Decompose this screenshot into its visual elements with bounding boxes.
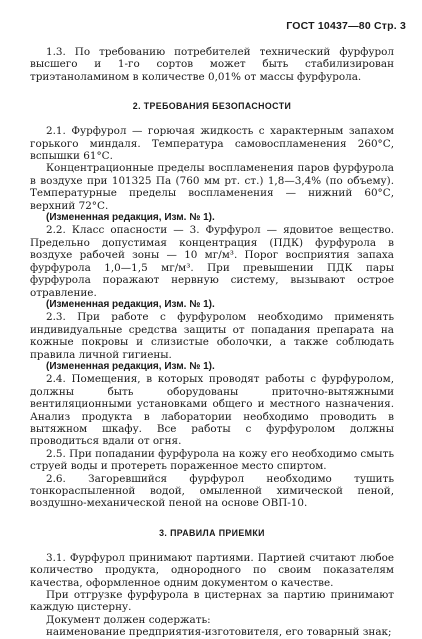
amendment-note-3: (Измененная редакция, Изм. № 1). (46, 360, 215, 372)
amendment-note-2: (Измененная редакция, Изм. № 1). (46, 298, 215, 310)
paragraph-3-1a: 3.1. Фурфурол принимают партиями. Партией считают любое количество продукта, однородного по своим показателям качества, оформленное одним документом о качестве. (30, 551, 394, 589)
paragraph-2-4: 2.4. Помещения, в которых проводят работы с фурфуролом, должны быть оборудованы приточно-вытяжными вентиляционными установками общего и местного назначения. Анализ продукта в лаборатории необходимо проводить в вытяжном шкафу. Все работы с фурфуролом должны проводиться вдали от огня. (30, 373, 394, 448)
amendment-note-1: (Измененная редакция, Изм. № 1). (46, 212, 215, 224)
paragraph-1-3: 1.3. По требованию потребителей технический фурфурол высшего и 1-го сортов может быть стабилизирован триэтаноламином в количестве 0,01% от массы фурфурола. (30, 46, 394, 83)
document-body (30, 46, 394, 639)
paragraph-3-1c: Документ должен содержать: (46, 613, 211, 626)
paragraph-2-1b: Концентрационные пределы воспламенения паров фурфурола в воздухе при 101325 Па (760 мм рт. ст.) 1,8—3,4% (по объему). Температурные пределы воспламенения — нижний 60°С, верхний 72°С. (30, 162, 394, 212)
paragraph-2-3: 2.3. При работе с фурфуролом необходимо применять индивидуальные средства защиты от попадания препарата на кожные покровы и слизистые оболочки, а также соблюдать правила личной гигиены. (30, 311, 394, 361)
paragraph-2-5: 2.5. При попадании фурфурола на кожу его необходимо смыть струей воды и протереть пораженное место спиртом. (30, 447, 394, 473)
section-2-title: 2. ТРЕБОВАНИЯ БЕЗОПАСНОСТИ (132, 101, 292, 112)
paragraph-2-1a: 2.1. Фурфурол — горючая жидкость с характерным запахом горького миндаля. Температура самовоспламенения 260°С, вспышки 61°С. (30, 125, 394, 163)
paragraph-2-6: 2.6. Загоревшийся фурфурол необходимо тушить тонкораспыленной водой, омыленной химической пеной, воздушно-механической пеной на основе ОВП-10. (30, 472, 394, 510)
page-header: ГОСТ 10437—80 Стр. 3 (286, 20, 406, 32)
paragraph-2-2: 2.2. Класс опасности — 3. Фурфурол — ядовитое вещество. Предельно допустимая концентрация (ПДК) фурфурола в воздухе рабочей зоны — 10 мг/м³. Порог восприятия запаха фурфурола 1,0—1,5 мг/м³. При превышении ПДК пары фурфурола поражают нервную систему, вызывают острое отравление. (30, 224, 394, 299)
paragraph-3-1b: При отгрузке фурфурола в цистернах за партию принимают каждую цистерну. (30, 589, 394, 614)
section-3-title: 3. ПРАВИЛА ПРИЕМКИ (159, 527, 265, 538)
paragraph-3-1d: наименование предприятия-изготовителя, его товарный знак; (46, 626, 392, 639)
